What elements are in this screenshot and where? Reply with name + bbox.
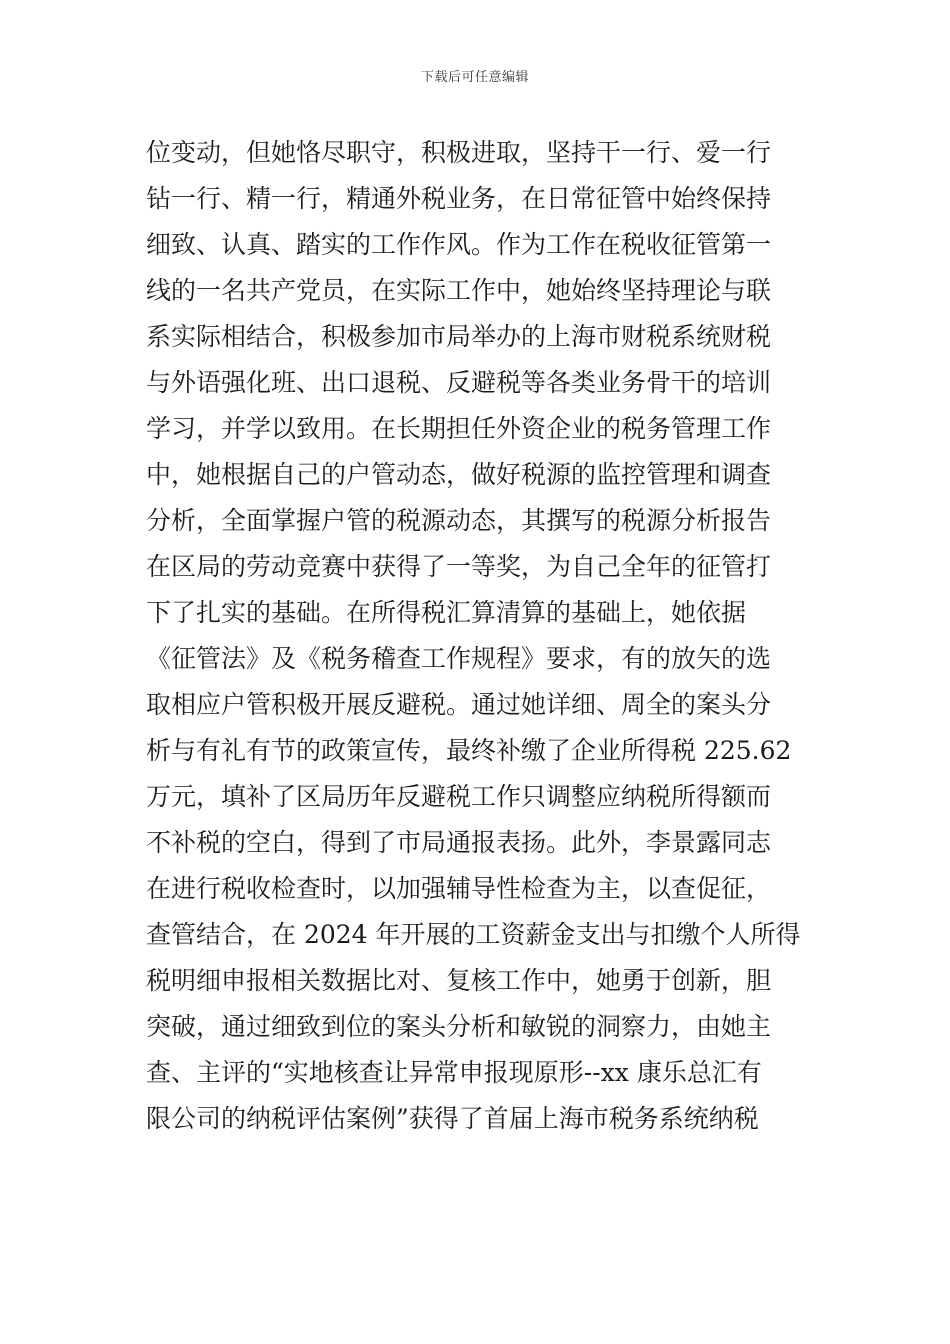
text-line: 万元，填补了区局历年反避税工作只调整应纳税所得额而 bbox=[146, 782, 772, 811]
text-line: 在进行税收检查时，以加强辅导性检查为主，以查促征， bbox=[146, 874, 772, 903]
text-line: 不补税的空白，得到了市局通报表扬。此外，李景露同志 bbox=[146, 828, 772, 857]
text-line: 突破，通过细致到位的案头分析和敏锐的洞察力，由她主 bbox=[146, 1012, 772, 1041]
text-line: 系实际相结合，积极参加市局举办的上海市财税系统财税 bbox=[146, 322, 772, 351]
text-line: 钻一行、精一行，精通外税业务，在日常征管中始终保持 bbox=[146, 184, 772, 213]
text-line: 限公司的纳税评估案例”获得了首届上海市税务系统纳税 bbox=[146, 1104, 759, 1133]
text-line: 分析，全面掌握户管的税源动态，其撰写的税源分析报告 bbox=[146, 506, 772, 535]
body-text bbox=[146, 130, 812, 1142]
text-line: 与外语强化班、出口退税、反避税等各类业务骨干的培训 bbox=[146, 368, 772, 397]
text-line: 学习，并学以致用。在长期担任外资企业的税务管理工作 bbox=[146, 414, 772, 443]
text-line: 税明细申报相关数据比对、复核工作中，她勇于创新，胆 bbox=[146, 966, 772, 995]
text-line: 取相应户管积极开展反避税。通过她详细、周全的案头分 bbox=[146, 690, 772, 719]
text-line: 中，她根据自己的户管动态，做好税源的监控管理和调查 bbox=[146, 460, 772, 489]
text-line: 查、主评的“实地核查让异常申报现原形--xx 康乐总汇有 bbox=[146, 1058, 762, 1087]
text-line: 线的一名共产党员，在实际工作中，她始终坚持理论与联 bbox=[146, 276, 772, 305]
header-note: 下载后可任意编辑 bbox=[420, 70, 529, 85]
text-line: 位变动，但她恪尽职守，积极进取，坚持干一行、爱一行 bbox=[146, 138, 772, 167]
text-line: 《征管法》及《税务稽查工作规程》要求，有的放矢的选 bbox=[146, 644, 772, 673]
text-line: 细致、认真、踏实的工作作风。作为工作在税收征管第一 bbox=[146, 230, 772, 259]
text-line: 下了扎实的基础。在所得税汇算清算的基础上，她依据 bbox=[146, 598, 747, 627]
text-line: 查管结合，在 2024 年开展的工资薪金支出与扣缴个人所得 bbox=[146, 920, 801, 949]
text-line: 析与有礼有节的政策宣传，最终补缴了企业所得税 225.62 bbox=[146, 736, 792, 765]
text-line: 在区局的劳动竞赛中获得了一等奖，为自己全年的征管打 bbox=[146, 552, 772, 581]
